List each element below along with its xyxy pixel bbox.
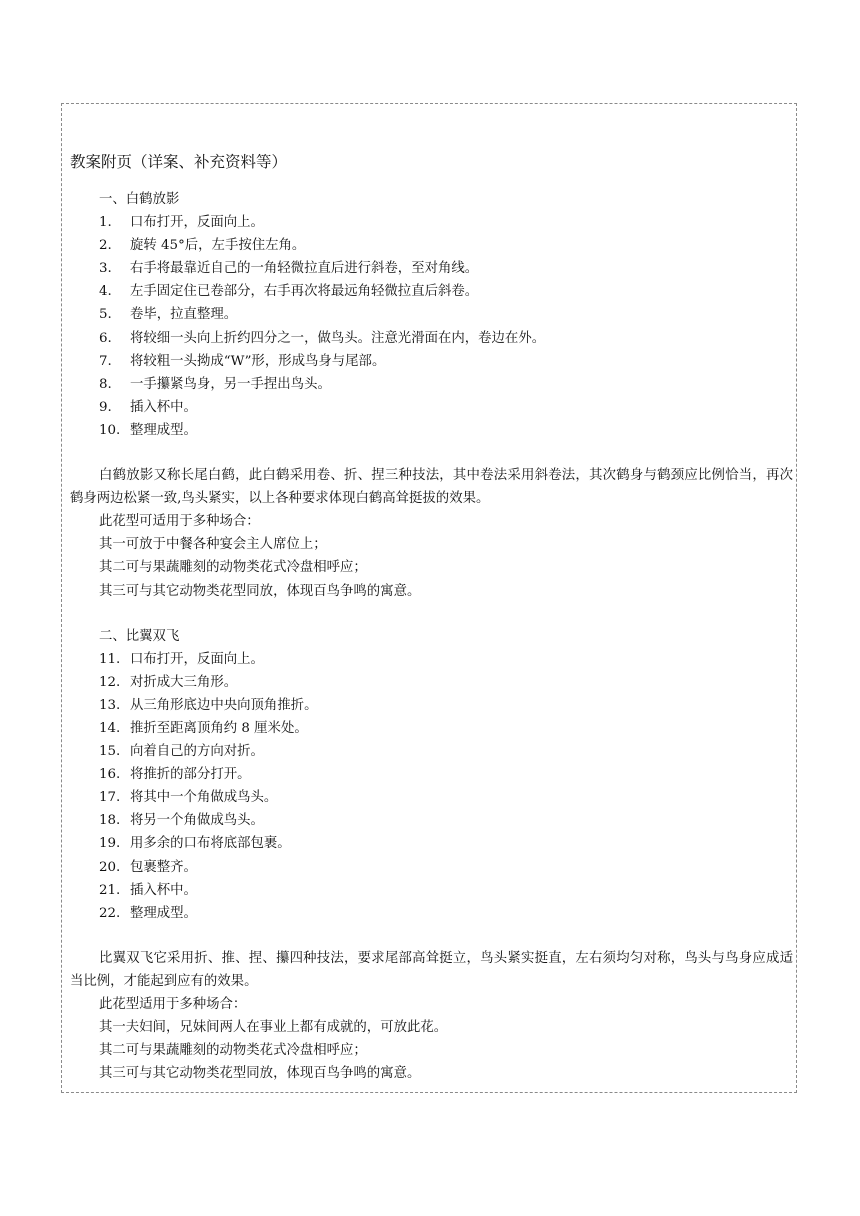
step-text: 将另一个角做成鸟头。 [130, 813, 264, 829]
step-number: 12. [99, 674, 121, 690]
step-number: 20. [99, 859, 121, 875]
step-text: 整理成型。 [130, 422, 197, 438]
list-item [70, 327, 795, 350]
occasion-line: 其一可放于中餐各种宴会主人席位上； [99, 537, 327, 553]
step-text: 卷毕，拉直整理。 [130, 307, 238, 323]
step-text: 插入杯中。 [130, 882, 197, 898]
page-title: 教案附页（详案、补充资料等） [70, 153, 288, 171]
spacer [70, 925, 795, 947]
spacer [70, 603, 795, 625]
spacer [70, 442, 795, 464]
step-text: 将其中一个角做成鸟头。 [130, 790, 278, 806]
list-item [70, 717, 795, 740]
occasion-line: 其三可与其它动物类花型同放，体现百鸟争鸣的寓意。 [99, 1066, 421, 1082]
step-text: 将较细一头向上折约四分之一，做鸟头。注意光滑面在内，卷边在外。 [130, 330, 546, 346]
step-number: 15. [99, 744, 121, 760]
list-item [70, 396, 795, 419]
list-item [70, 902, 795, 925]
step-number: 18. [99, 813, 121, 829]
description-paragraph: 白鹤放影又称长尾白鹤，此白鹤采用卷、折、捏三种技法，其中卷法采用斜卷法，其次鹤身与鹤颈应比例恰当，再次鹤身两边松紧一致,鸟头紧实，以上各种要求体现白鹤高耸挺拔的效果。 [70, 468, 793, 507]
step-text: 向着自己的方向对折。 [130, 744, 264, 760]
step-number: 17. [99, 790, 121, 806]
list-item [70, 740, 795, 763]
step-text: 口布打开，反面向上。 [130, 651, 264, 667]
list-item [70, 809, 795, 832]
step-text: 推折至距离顶角约 8 厘米处。 [130, 720, 308, 736]
step-text: 从三角形底边中央向顶角推折。 [130, 697, 318, 713]
step-text: 对折成大三角形。 [130, 674, 238, 690]
step-number: 10. [99, 422, 121, 438]
step-number: 16. [99, 767, 121, 783]
list-item [70, 211, 795, 234]
list-item [70, 373, 795, 396]
list-item [70, 280, 795, 303]
section-title: 一、白鹤放影 [99, 192, 180, 207]
step-number: 7. [99, 353, 112, 369]
step-text: 旋转 45°后，左手按住左角。 [130, 238, 306, 254]
step-number: 3. [99, 261, 112, 277]
step-list [70, 211, 795, 442]
list-item [70, 350, 795, 373]
step-number: 1. [99, 215, 112, 231]
occasion-line: 其三可与其它动物类花型同放，体现百鸟争鸣的寓意。 [99, 583, 421, 599]
step-number: 19. [99, 836, 121, 852]
occasion-line: 其一夫妇间，兄妹间两人在事业上都有成就的，可放此花。 [99, 1020, 448, 1036]
step-number: 14. [99, 720, 121, 736]
occasion-intro: 此花型可适用于多种场合： [99, 514, 260, 530]
step-number: 22. [99, 905, 121, 921]
step-number: 8. [99, 376, 112, 392]
description-paragraph: 比翼双飞它采用折、推、捏、攥四种技法，要求尾部高耸挺立，鸟头紧实挺直，左右须均匀对称，鸟头与鸟身应成适当比例，才能起到应有的效果。 [70, 950, 793, 989]
step-text: 左手固定住已卷部分，右手再次将最远角轻微拉直后斜卷。 [130, 284, 479, 300]
step-text: 口布打开，反面向上。 [130, 215, 264, 231]
step-text: 将较粗一头拗成“W”形，形成鸟身与尾部。 [130, 353, 386, 369]
step-text: 用多余的口布将底部包裹。 [130, 836, 291, 852]
occasion-intro: 此花型适用于多种场合： [99, 997, 247, 1012]
list-item [70, 303, 795, 326]
occasion-line: 其二可与果蔬雕刻的动物类花式冷盘相呼应； [99, 1043, 367, 1059]
document-content [70, 146, 795, 1085]
step-number: 9. [99, 399, 112, 415]
list-item [70, 694, 795, 717]
step-number: 2. [99, 238, 112, 254]
list-item [70, 832, 795, 855]
list-item [70, 234, 795, 257]
step-text: 包裹整齐。 [130, 859, 197, 875]
list-item [70, 763, 795, 786]
step-number: 13. [99, 697, 121, 713]
list-item [70, 648, 795, 671]
step-list [70, 648, 795, 925]
list-item [70, 856, 795, 879]
list-item [70, 879, 795, 902]
step-number: 5. [99, 307, 112, 323]
step-number: 21. [99, 882, 121, 898]
step-number: 11. [99, 651, 121, 667]
step-text: 一手攥紧鸟身，另一手捏出鸟头。 [130, 376, 331, 392]
step-number: 4. [99, 284, 112, 300]
step-text: 插入杯中。 [130, 399, 197, 415]
occasion-line: 其二可与果蔬雕刻的动物类花式冷盘相呼应； [99, 560, 367, 576]
list-item [70, 786, 795, 809]
list-item [70, 671, 795, 694]
list-item [70, 419, 795, 442]
step-number: 6. [99, 330, 112, 346]
step-text: 整理成型。 [130, 905, 197, 921]
step-text: 右手将最靠近自己的一角轻微拉直后进行斜卷，至对角线。 [130, 261, 479, 277]
section-title: 二、比翼双飞 [99, 628, 180, 644]
step-text: 将推折的部分打开。 [130, 767, 251, 783]
list-item [70, 257, 795, 280]
